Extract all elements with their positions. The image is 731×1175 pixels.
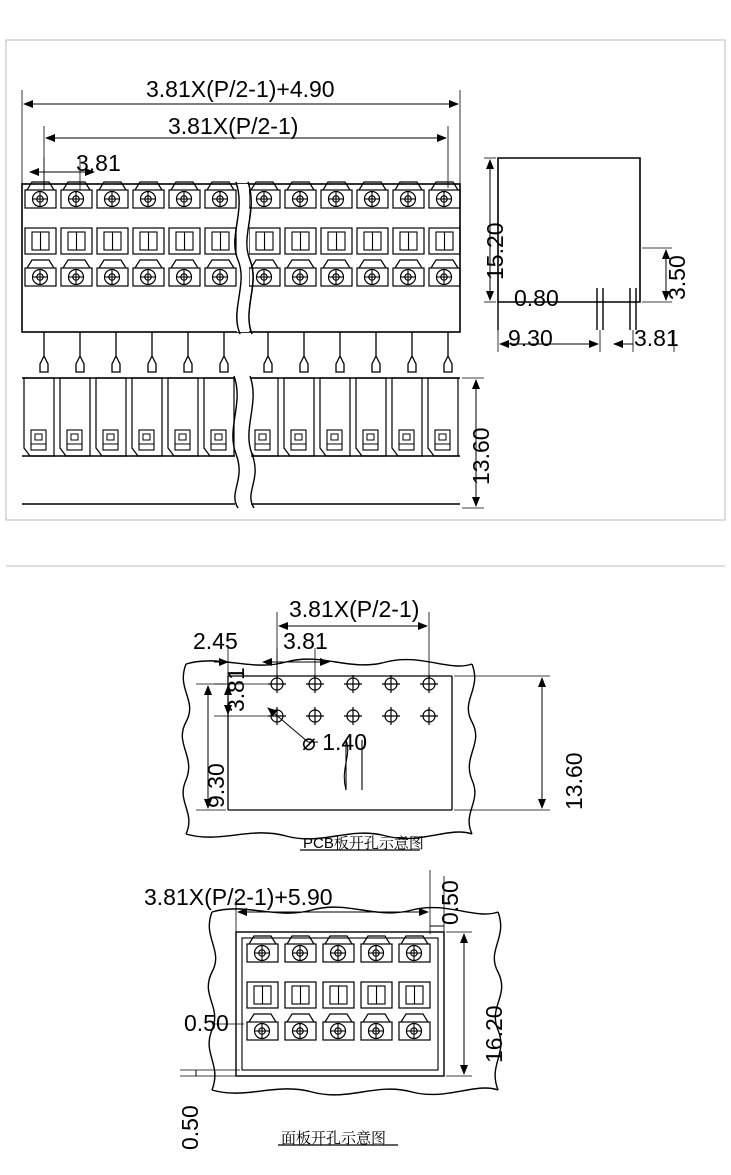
dim-pcb-row-pitch: 3.81	[223, 667, 249, 712]
dim-panel-gap-bottom: 0.50	[177, 1105, 203, 1150]
dim-side-height: 13.60	[468, 427, 494, 485]
dim-body-height: 15.20	[482, 222, 508, 280]
caption-pcb-cutout: PCB板开孔示意图	[303, 835, 424, 852]
dim-panel-width: 3.81X(P/2-1)+5.90	[144, 884, 333, 910]
dim-pitch: 3.81	[76, 150, 121, 176]
label-hole-diameter: ⌀ 1.40	[302, 729, 368, 755]
dim-rear-offset: 3.81	[634, 325, 679, 351]
dim-pcb-pitch: 3.81	[283, 628, 328, 654]
dim-panel-gap-left: 0.50	[184, 1010, 229, 1036]
caption-panel-cutout: 面板开孔示意图	[281, 1130, 387, 1147]
dim-pcb-edge: 2.45	[193, 628, 238, 654]
dim-pin-span: 3.81X(P/2-1)	[168, 113, 299, 139]
dim-pcb-span: 3.81X(P/2-1)	[289, 596, 420, 622]
dim-pin-width: 0.80	[514, 285, 559, 311]
dim-panel-height: 16.20	[481, 1005, 507, 1063]
dim-pin-offset: 3.50	[664, 255, 690, 300]
dim-panel-gap-top: 0.50	[437, 880, 463, 925]
dim-body-depth: 9.30	[508, 325, 553, 351]
dim-pcb-depth: 9.30	[203, 763, 229, 808]
dim-overall-width: 3.81X(P/2-1)+4.90	[146, 76, 335, 102]
dim-pcb-height: 13.60	[561, 752, 587, 810]
